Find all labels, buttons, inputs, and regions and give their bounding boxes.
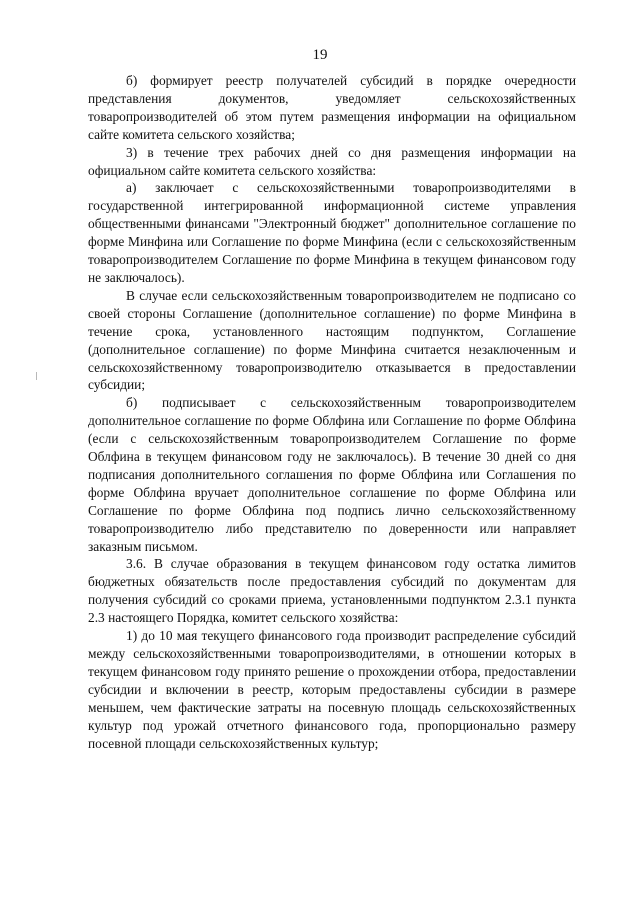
margin-mark <box>36 372 37 380</box>
paragraph-3-within-three-days: 3) в течение трех рабочих дней со дня размещения информации на официальном сайте комитета сельского хозяйства: <box>88 144 576 178</box>
paragraph-1-distribution: 1) до 10 мая текущего финансового года производит распределение субсидий между сельскохозяйственными товаропроизводителями, в отношении которых в текущем финансовом году принято решение о прохождении отбора, предоставлении субсидии и включении в реестр, которым предоставлены субсидии в размере меньшем, чем фактические затраты на посевную площадь сельскохозяйственных культур под урожай отчетного финансового года, пропорционально размеру посевной площади сельскохозяйственных культур; <box>88 628 576 751</box>
paragraph-b-signs: б) подписывает с сельскохозяйственным товаропроизводителем дополнительное соглашение по форме Облфина или Соглашение по форме Облфина (если с сельскохозяйственным товаропроизводителем Соглашение по форме Облфина в текущем финансовом году не заключалось). В течение 30 дней со дня подписания дополнительного соглашения по форме Облфина или Соглашения по форме Облфина вручает дополнительное соглашение по форме Облфина или Соглашение по форме Облфина под подпись лично сельскохозяйственному товаропроизводителю либо представителю по доверенности или направляет заказным письмом. <box>88 395 576 554</box>
document-body <box>88 72 576 752</box>
paragraph-3-6: 3.6. В случае образования в текущем финансовом году остатка лимитов бюджетных обязательств после предоставления субсидий по документам для получения субсидий со сроками приема, установленными подпунктом 2.3.1 пункта 2.3 настоящего Порядка, комитет сельского хозяйства: <box>88 556 576 626</box>
page-number: 19 <box>312 47 328 63</box>
paragraph-if-not-signed: В случае если сельскохозяйственным товаропроизводителем не подписано со своей стороны Соглашение (дополнительное соглашение) по форме Минфина в течение срока, установленного настоящим подпунктом, Соглашение (дополнительное соглашение) по форме Минфина считается незаключенным и сельскохозяйственному товаропроизводителю отказывается в предоставлении субсидии; <box>88 287 576 393</box>
paragraph-b-register: б) формирует реестр получателей субсидий в порядке очередности представления документов, уведомляет сельскохозяйственных товаропроизводителей об этом путем размещения информации на официальном сайте комитета сельского хозяйства; <box>88 73 576 142</box>
paragraph-a-concludes: а) заключает с сельскохозяйственными товаропроизводителями в государственной интегрированной информационной системе управления общественными финансами "Электронный бюджет" дополнительное соглашение по форме Минфина или Соглашение по форме Минфина (если с сельскохозяйственным товаропроизводителем Соглашение по форме Минфина в текущем финансовом году не заключалось). <box>88 180 576 285</box>
